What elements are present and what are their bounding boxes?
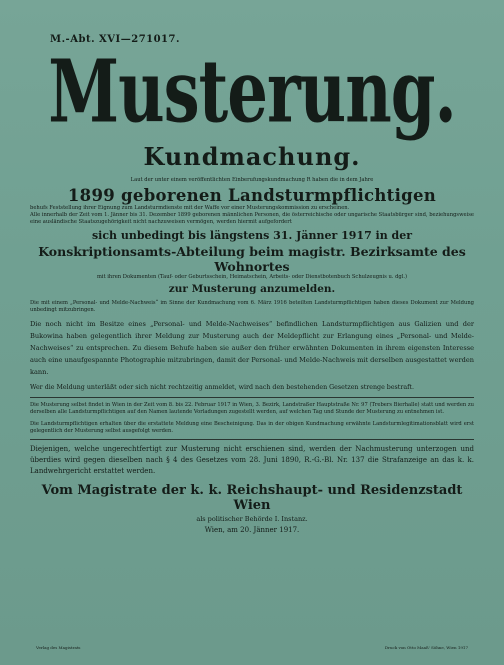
reference-number: M.-Abt. XVI—271017. (50, 34, 180, 45)
poster-title: Musterung. (48, 41, 456, 144)
sanction-text: Diejenigen, welche ungerechtfertigt zur Musterung nicht erschienen sind, werden der Nachmusterung unterzogen und überdies wird gegen dieselben nach § 4 des Gesetzes vom 28. Juni 1890, R.-G.-Bl. Nr. 137 die Strafanzeige an das k. k. Landwehrgericht erstattet werden. (30, 445, 474, 475)
abroad-note: Die Landsturmpflichtigen erhalten über die erstattete Meldung eine Bescheinigung. Das in der obigen Kundmachung erwähnte Landsturmlegitimationsblatt wird erst gelegentlich der Musterung selbst ausgefolgt werden. (30, 421, 474, 434)
birth-year-heading: 1899 geborenen Landsturmpflichtigen (67, 186, 437, 205)
authority-name: Vom Magistrate der k. k. Reichshaupt- und Residenzstadt Wien (41, 483, 463, 513)
footer-printer: Druck von Otto Maaß' Söhne, Wien 1917 (384, 645, 468, 650)
eligibility-text: Alle innerhalb der Zeit vom 1. Jänner bis 31. Dezember 1899 geborenen männlichen Personen, die österreichische oder ungarische Staatsbürger sind, beziehungsweise eine ausländische Staatszugehörigkeit nicht nachzuweisen vermögen, werden hiermit aufgefordert (30, 212, 474, 225)
registration-note: Die mit einem „Personal- und Melde-Nachweis“ im Sinne der Kundmachung vom 6. März 1916 beteilten Landsturmpflichtigen haben dieses Dokument zur Meldung unbedingt mitzubringen. (30, 300, 474, 313)
poster-subtitle: Kundmachung. (143, 142, 361, 171)
place-date: Wien, am 20. Jänner 1917. (204, 526, 300, 534)
office-line: Konskriptionsamts-Abteilung beim magistr. Bezirksamte des Wohnortes (38, 244, 466, 274)
divider (30, 439, 474, 440)
galicia-paragraph: Die noch nicht im Besitze eines „Personal- und Melde-Nachweises“ befindlichen Landsturmpflichtigen aus Galizien und der Bukowina haben gelegentlich ihrer Meldung zur Musterung auch der Meldepflicht zur Erlangung eines „Personal- und Melde-Nachweises“ zu entsprechen. Zu diesem Behufe haben sie außer den früher erwähnten Dokumenten in ihrem eigensten Interesse auch eine unaufgespannte Photographie mitzubringen, damit der Personal- und Melde-Nachweis mit derselben ausgestattet werden kann. (30, 320, 474, 376)
purpose-text: behufs Feststellung ihrer Eignung zum Landsturmdienste mit der Waffe vor einer Musterungskommission zu erscheinen. (30, 205, 350, 211)
documents-text: mit ihren Dokumenten (Tauf- oder Geburtsschein, Heimatschein, Arbeits- oder Dienstbotenbuch Schulzeugnis u. dgl.) (96, 274, 408, 280)
divider (30, 397, 474, 398)
footer-publisher: Verlag des Magistrats (36, 645, 81, 650)
authority-subtitle: als politischer Behörde I. Instanz. (196, 515, 308, 523)
deadline-line: sich unbedingt bis längstens 31. Jänner 1917 in der (91, 229, 413, 242)
footer (36, 645, 468, 650)
penalty-text: Wer die Meldung unterläßt oder sich nicht rechtzeitig anmeldet, wird nach den bestehenden Gesetzen strenge bestraft. (30, 384, 414, 391)
report-line: zur Musterung anzumelden. (168, 283, 336, 295)
venue-text: Die Musterung selbst findet in Wien in der Zeit vom 8. bis 22. Februar 1917 in Wien, 3. Bezirk, Landstraßer Hauptstraße Nr. 97 (Trebers Bierhalle) statt und werden zu derselben alle Landsturmpflichtigen auf den Namen lautende Vorladungen zugestellt werden, auf welchen Tag und Stunde der Musterung zu entnehmen ist. (30, 402, 474, 415)
intro-text: Laut der unter einem veröffentlichten Einberufungskundmachung R haben die in dem Jahre (130, 177, 374, 183)
